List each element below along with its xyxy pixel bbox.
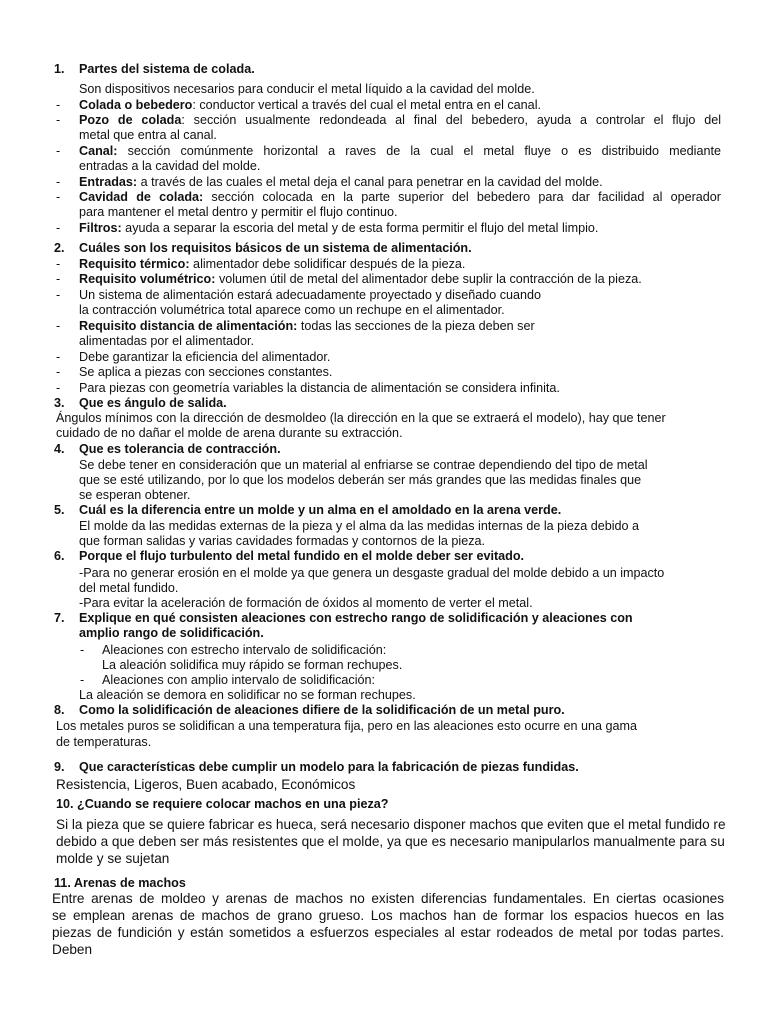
bullet-dash: - (56, 98, 61, 112)
q4-title: Que es tolerancia de contracción. (79, 442, 281, 456)
q3-body-line: cuidado de no dañar el molde de arena durante su extracción. (56, 426, 403, 440)
q7-title: Explique en qué consisten aleaciones con estrecho rango de solidificación y aleaciones con (79, 611, 633, 625)
q6-body-line: del metal fundido. (79, 581, 179, 595)
list-item: Se aplica a piezas con secciones constantes. (79, 365, 333, 379)
q1-number: 1. (54, 62, 65, 76)
bullet-dash: - (56, 350, 61, 364)
q11-title: 11. Arenas de machos (54, 876, 186, 890)
q7-dash-line: Aleaciones con amplio intervalo de solidificación: (102, 673, 376, 687)
q11-body-line: Entre arenas de moldeo y arenas de machos no existen diferencias fundamentales. En ciertas ocasiones (52, 891, 724, 906)
q4-body-line: se esperan obtener. (79, 488, 191, 502)
list-item: Cavidad de colada: sección colocada en la parte superior del bebedero para dar facilidad al operador (79, 190, 722, 204)
q11-body-line: piezas de fundición y están sometidos a esfuerzos especiales al estar rodeados de metal por todas partes. (52, 925, 724, 940)
q7-title-continuation: amplio rango de solidificación. (79, 626, 264, 640)
q5-body-line: que forman salidas y varias cavidades formadas y contornos de la pieza. (79, 534, 486, 548)
list-item: Colada o bebedero: conductor vertical a través del cual el metal entra en el canal. (79, 98, 541, 112)
list-item-continuation: alimentadas por el alimentador. (79, 334, 255, 348)
list-item: Entradas: a través de las cuales el metal deja el canal para penetrar en la cavidad del molde. (79, 175, 603, 189)
q2-title: Cuáles son los requisitos básicos de un sistema de alimentación. (79, 241, 472, 255)
bullet-dash: - (56, 221, 61, 235)
bullet-dash: - (56, 175, 61, 189)
q4-number: 4. (54, 442, 65, 456)
list-item: Requisito volumétrico: volumen útil de metal del alimentador debe suplir la contracción de la pieza. (79, 272, 642, 286)
list-item: Filtros: ayuda a separar la escoria del metal y de esta forma permitir el flujo del metal limpio. (79, 221, 599, 235)
q5-title: Cuál es la diferencia entre un molde y un alma en el amoldado en la arena verde. (79, 503, 562, 517)
list-item: Pozo de colada: sección usualmente redondeada al final del bebedero, ayuda a controlar el flujo del (79, 113, 721, 127)
bullet-dash: - (56, 272, 61, 286)
q7-dash-line: Aleaciones con estrecho intervalo de solidificación: (102, 643, 387, 657)
q11-body-line: Deben (52, 942, 93, 957)
bullet-dash: - (80, 673, 85, 687)
bullet-dash: - (80, 643, 85, 657)
list-item: Canal: sección comúnmente horizontal a raves de la cual el metal fluye o es distribuido mediante (79, 144, 721, 158)
q4-body-line: que se esté utilizando, por lo que los modelos deberán ser más grandes que las medidas finales que (79, 473, 642, 487)
q9-number: 9. (54, 760, 65, 774)
q6-body-line: -Para no generar erosión en el molde ya que genera un desgaste gradual del molde debido a un impacto (79, 566, 665, 580)
q6-number: 6. (54, 549, 65, 563)
bullet-dash: - (56, 144, 61, 158)
q9-answer: Resistencia, Ligeros, Buen acabado, Económicos (56, 777, 356, 792)
list-item-continuation: la contracción volumétrica total aparece como un rechupe en el alimentador. (79, 303, 505, 317)
q11-body-line: se emplean arenas de machos de grano grueso. Los machos han de formar los espacios huecos en las (52, 908, 724, 923)
q7-sub-line: La aleación solidifica muy rápido se forman rechupes. (102, 658, 403, 672)
q7-sub-line: La aleación se demora en solidificar no se forman rechupes. (79, 688, 416, 702)
q8-body-line: Los metales puros se solidifican a una temperatura fija, pero en las aleaciones esto ocurre en una gama (56, 719, 638, 733)
q3-number: 3. (54, 396, 65, 410)
q1-title: Partes del sistema de colada. (79, 62, 255, 76)
q8-title: Como la solidificación de aleaciones difiere de la solidificación de un metal puro. (79, 703, 565, 717)
q5-number: 5. (54, 503, 65, 517)
q10-body-line: molde y se sujetan (56, 851, 170, 866)
q10-body-line: debido a que deben ser más resistentes que el molde, ya que es necesario manipularlos manualmente para su (56, 834, 725, 849)
list-item-continuation: entradas a la cavidad del molde. (79, 159, 261, 173)
bullet-dash: - (56, 319, 61, 333)
q8-body-line: de temperaturas. (56, 735, 152, 749)
q8-number: 8. (54, 703, 65, 717)
bullet-dash: - (56, 257, 61, 271)
list-item: Para piezas con geometría variables la distancia de alimentación se considera infinita. (79, 381, 560, 395)
bullet-dash: - (56, 113, 61, 127)
list-item: Requisito distancia de alimentación: todas las secciones de la pieza deben ser (79, 319, 535, 333)
list-item: Debe garantizar la eficiencia del alimentador. (79, 350, 331, 364)
list-item-continuation: para mantener el metal dentro y permitir el flujo continuo. (79, 205, 398, 219)
q6-body-line: -Para evitar la aceleración de formación de óxidos al momento de verter el metal. (79, 596, 533, 610)
q6-title: Porque el flujo turbulento del metal fundido en el molde deber ser evitado. (79, 549, 525, 563)
bullet-dash: - (56, 190, 61, 204)
q9-title: Que características debe cumplir un modelo para la fabricación de piezas fundidas. (79, 760, 579, 774)
q2-number: 2. (54, 241, 65, 255)
q10-title: 10. ¿Cuando se requiere colocar machos en una pieza? (56, 797, 389, 811)
list-item: Requisito térmico: alimentador debe solidificar después de la pieza. (79, 257, 466, 271)
bullet-dash: - (56, 288, 61, 302)
q3-body-line: Ángulos mínimos con la dirección de desmoldeo (la dirección en la que se extraerá el modelo), hay que tener (56, 411, 666, 425)
list-item-continuation: metal que entra al canal. (79, 128, 217, 142)
q10-body-line: Si la pieza que se quiere fabricar es hueca, será necesario disponer machos que eviten que el metal fundido re (56, 817, 726, 832)
bullet-dash: - (56, 381, 61, 395)
q1-intro: Son dispositivos necesarios para conducir el metal líquido a la cavidad del molde. (79, 82, 535, 96)
q5-body-line: El molde da las medidas externas de la pieza y el alma da las medidas internas de la pieza debido a (79, 519, 640, 533)
bullet-dash: - (56, 365, 61, 379)
q3-title: Que es ángulo de salida. (79, 396, 227, 410)
list-item: Un sistema de alimentación estará adecuadamente proyectado y diseñado cuando (79, 288, 542, 302)
q7-number: 7. (54, 611, 65, 625)
q4-body-line: Se debe tener en consideración que un material al enfriarse se contrae dependiendo del tipo de metal (79, 458, 648, 472)
